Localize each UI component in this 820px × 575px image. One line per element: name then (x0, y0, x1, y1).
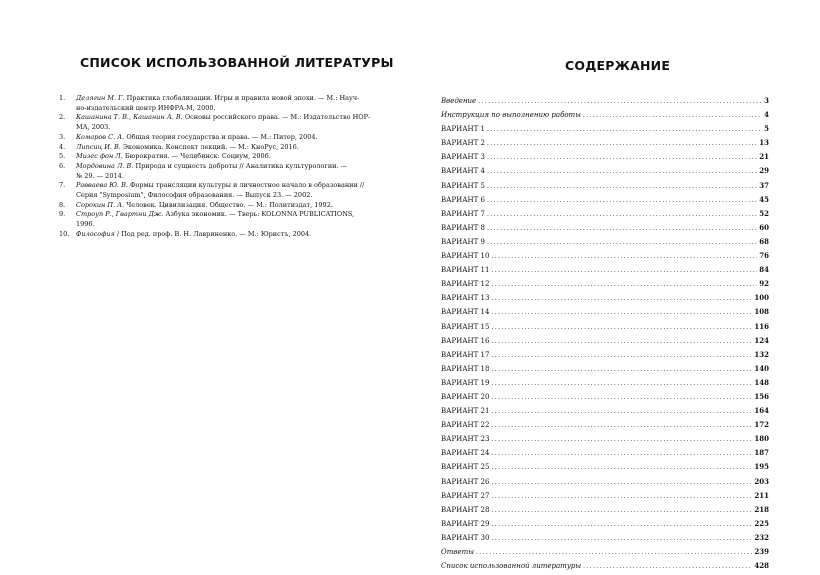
toc-entry-label: ВАРИАНТ 16 (441, 336, 490, 345)
reference-text: / Под ред. проф. В. Н. Лавриненко. — М.: Юристъ, 2004. (116, 229, 312, 238)
toc-leader-dots (491, 479, 752, 486)
toc-entry[interactable] (441, 138, 769, 152)
toc-leader-dots (491, 281, 757, 288)
reference-author: Липсиц И. В. (76, 142, 121, 151)
toc-entry-page: 4 (764, 110, 769, 120)
toc-entry-page: 148 (754, 377, 769, 387)
toc-entry-label: ВАРИАНТ 7 (441, 209, 486, 218)
toc-entry[interactable] (441, 477, 769, 491)
toc-entry-label: Ответы (441, 548, 474, 556)
toc-entry[interactable] (441, 209, 769, 223)
toc-entry-page: 172 (754, 420, 769, 430)
reference-item (59, 161, 393, 181)
toc-entry-label: ВАРИАНТ 13 (441, 294, 490, 303)
toc-entry-page: 225 (754, 518, 769, 528)
toc-entry-page: 156 (754, 391, 769, 401)
toc-leader-dots (491, 408, 752, 415)
reference-number: 10. (59, 229, 70, 238)
toc-entry-label: ВАРИАНТ 11 (441, 266, 490, 275)
toc-entry-label: ВАРИАНТ 10 (441, 252, 490, 261)
toc-entry-page: 108 (754, 307, 769, 317)
toc-leader-dots (491, 324, 752, 331)
reference-item (59, 210, 393, 229)
toc-entry-label: ВАРИАНТ 28 (441, 505, 490, 514)
reference-author: Делягин М. Г. (76, 94, 125, 102)
left-page (0, 0, 410, 553)
toc-entry-page: 5 (764, 124, 769, 134)
toc-entry-page: 132 (754, 349, 769, 359)
toc-leader-dots (491, 309, 752, 316)
toc-leader-dots (487, 225, 757, 232)
reference-number: 4. (59, 142, 66, 151)
toc-leader-dots (491, 521, 752, 528)
toc-entry-page: 164 (754, 406, 769, 416)
toc-entry-page: 21 (759, 152, 769, 162)
toc-entry[interactable] (441, 293, 769, 307)
toc-entry-label: ВАРИАНТ 5 (441, 181, 486, 190)
toc-leader-dots (487, 183, 757, 190)
toc-entry[interactable] (441, 378, 769, 392)
toc-entry-page: 37 (759, 180, 769, 190)
toc-leader-dots (491, 338, 752, 345)
toc-entry[interactable] (441, 350, 769, 364)
toc-entry[interactable] (441, 96, 769, 110)
toc-entry-label: ВАРИАНТ 8 (441, 223, 486, 232)
toc-entry-label: ВАРИАНТ 12 (441, 280, 490, 289)
toc-leader-dots (583, 563, 752, 570)
right-page (410, 0, 820, 571)
reference-item (59, 142, 393, 153)
toc-entry[interactable] (441, 519, 769, 533)
reference-text: Бюрократия. — Челябинск: Социум, 2006. (124, 152, 271, 161)
toc-entry[interactable] (441, 434, 769, 448)
reference-author: Сорокин П. А. (76, 200, 125, 209)
toc-leader-dots (487, 239, 757, 246)
toc-entry-page: 428 (754, 561, 769, 571)
toc-entry-page: 100 (754, 293, 769, 303)
reference-item (59, 94, 393, 113)
reference-number: 3. (59, 132, 66, 141)
toc-leader-dots (491, 493, 752, 500)
toc-entry-label: ВАРИАНТ 22 (441, 421, 490, 430)
toc-entry-label: ВАРИАНТ 18 (441, 364, 490, 373)
reference-text: но-издательский центр ИНФРА-М, 2000. (76, 103, 216, 112)
toc-leader-dots (491, 436, 752, 443)
toc-entry[interactable] (441, 364, 769, 378)
toc-leader-dots (487, 140, 757, 147)
toc-entry-label: ВАРИАНТ 23 (441, 435, 490, 444)
contents-title: СОДЕРЖАНИЕ (565, 58, 671, 73)
toc-entry-page: 239 (754, 547, 769, 556)
toc-leader-dots (491, 535, 752, 542)
toc-entry-label: ВАРИАНТ 30 (441, 533, 490, 542)
toc-entry[interactable] (441, 166, 769, 180)
toc-leader-dots (491, 366, 752, 373)
reference-author: Комаров С. А. (76, 132, 125, 141)
toc-entry[interactable] (441, 336, 769, 350)
toc-entry-label: Введение (441, 97, 477, 105)
reference-number: 1. (59, 94, 66, 102)
toc-leader-dots (487, 168, 757, 175)
toc-entry-label: ВАРИАНТ 1 (441, 125, 486, 134)
toc-entry-label: ВАРИАНТ 4 (441, 167, 486, 176)
toc-entry-label: ВАРИАНТ 24 (441, 449, 490, 458)
toc-entry-page: 92 (759, 279, 769, 289)
toc-entry-page: 13 (759, 138, 769, 148)
reference-number: 7. (59, 181, 66, 190)
toc-leader-dots (583, 112, 762, 119)
toc-entry-page: 60 (759, 222, 769, 232)
bibliography-title: СПИСОК ИСПОЛЬЗОВАННОЙ ЛИТЕРАТУРЫ (80, 55, 394, 70)
toc-entry-page: 68 (759, 236, 769, 246)
reference-text: Серия "Symposium", Философия образования. — Выпуск 23. — 2002. (76, 191, 313, 200)
toc-entry[interactable] (441, 251, 769, 265)
toc-entry-label: ВАРИАНТ 20 (441, 392, 490, 401)
toc-entry[interactable] (441, 237, 769, 251)
toc-entry[interactable] (441, 307, 769, 321)
toc-entry[interactable] (441, 322, 769, 336)
toc-leader-dots (491, 450, 752, 457)
reference-number: 9. (59, 210, 66, 219)
reference-item (59, 229, 393, 240)
toc-entry-page: 187 (754, 448, 769, 458)
toc-entry-page: 29 (759, 166, 769, 176)
reference-author: Мизес фон Л. (76, 152, 123, 161)
reference-list (59, 94, 393, 240)
toc-entry-page: 76 (759, 251, 769, 261)
toc-entry[interactable] (441, 124, 769, 138)
reference-text: Азбука экономик. — Тверь: KOLONNA PUBLICATIONS, (165, 210, 355, 219)
reference-author: Равваева Ю. В. (76, 181, 128, 190)
reference-text: Формы трансляции культуры и личностное начало в образовании // (130, 181, 365, 190)
reference-item (59, 181, 393, 200)
reference-text: Общая теория государства и права. — М.: Питер, 2004. (126, 132, 318, 141)
toc-entry[interactable] (441, 533, 769, 547)
toc-entry[interactable] (441, 462, 769, 476)
reference-author: Философия (76, 229, 115, 238)
toc-entry-label: ВАРИАНТ 29 (441, 519, 490, 528)
toc-leader-dots (491, 464, 752, 471)
reference-item (59, 200, 393, 211)
toc-entry-page: 203 (754, 476, 769, 486)
reference-number: 5. (59, 152, 66, 161)
reference-author: Мордовина Л. В. (76, 161, 134, 170)
reference-text: Практика глобализации. Игры и правила новой эпохи. — М.: Науч- (126, 94, 360, 102)
toc-entry[interactable] (441, 561, 769, 575)
toc-entry-label: ВАРИАНТ 14 (441, 308, 490, 317)
reference-text: Основы российского права. — М.: Издательство НОР- (184, 113, 371, 122)
reference-number: 6. (59, 161, 66, 170)
reference-number: 2. (59, 113, 66, 122)
toc-leader-dots (491, 352, 752, 359)
toc-entry[interactable] (441, 448, 769, 462)
toc-leader-dots (491, 507, 752, 514)
toc-entry-label: ВАРИАНТ 19 (441, 378, 490, 387)
toc-entry-label: ВАРИАНТ 2 (441, 139, 486, 148)
toc-leader-dots (491, 267, 757, 274)
toc-leader-dots (487, 197, 757, 204)
toc-entry-page: 124 (754, 335, 769, 345)
reference-text: Человек. Цивилизация. Общество. — М.: Политиздат, 1992. (126, 200, 333, 209)
toc-entry-label: ВАРИАНТ 9 (441, 237, 486, 246)
toc-entry-page: 211 (754, 490, 769, 500)
toc-entry-label: ВАРИАНТ 15 (441, 322, 490, 331)
toc-entry-page: 140 (754, 363, 769, 373)
toc-leader-dots (491, 295, 752, 302)
toc-entry-page: 218 (754, 504, 769, 514)
toc-entry-page: 180 (754, 434, 769, 444)
toc-entry[interactable] (441, 265, 769, 279)
toc-entry-label: ВАРИАНТ 6 (441, 195, 486, 204)
reference-item (59, 152, 393, 162)
toc-entry[interactable] (441, 195, 769, 209)
reference-text: Экономика. Конспект лекций. — М.: КноРус, 2016. (122, 142, 299, 151)
toc-leader-dots (491, 394, 752, 401)
toc-leader-dots (491, 253, 757, 260)
toc-entry[interactable] (441, 491, 769, 505)
toc-entry[interactable] (441, 279, 769, 293)
toc-entry-page: 45 (759, 194, 769, 204)
reference-text: МА, 2003. (76, 123, 111, 132)
toc-leader-dots (487, 211, 757, 218)
toc-entry[interactable] (441, 181, 769, 195)
toc-entry-label: ВАРИАНТ 3 (441, 153, 486, 162)
toc-entry[interactable] (441, 505, 769, 519)
toc-leader-dots (491, 422, 752, 429)
toc-entry-page: 116 (754, 321, 769, 331)
toc-entry-label: ВАРИАНТ 27 (441, 491, 490, 500)
toc-leader-dots (487, 126, 762, 133)
toc-entry[interactable] (441, 223, 769, 237)
table-of-contents (441, 96, 769, 575)
reference-text: Природа и сущность доброты // Аналитика культурологии. — (135, 161, 348, 170)
toc-entry-page: 52 (759, 208, 769, 218)
toc-leader-dots (487, 154, 757, 161)
toc-entry-label: ВАРИАНТ 21 (441, 407, 490, 416)
toc-entry[interactable] (441, 152, 769, 166)
toc-entry[interactable] (441, 420, 769, 434)
toc-entry-label: Список использованной литературы (441, 562, 582, 571)
reference-author: Строуп Р., Гвартни Дж. (76, 210, 164, 219)
toc-entry[interactable] (441, 392, 769, 406)
toc-entry[interactable] (441, 547, 769, 561)
toc-entry-page: 84 (759, 265, 769, 275)
toc-entry[interactable] (441, 110, 769, 124)
reference-number: 8. (59, 200, 66, 209)
toc-entry[interactable] (441, 406, 769, 420)
reference-item (59, 132, 393, 143)
toc-entry-page: 232 (754, 532, 769, 542)
reference-author: Кашанина Т. В., Кашанин А. В. (76, 113, 183, 122)
toc-leader-dots (478, 98, 762, 105)
toc-entry-label: Инструкция по выполнению работы (441, 111, 581, 120)
toc-entry-page: 3 (764, 96, 769, 105)
toc-entry-label: ВАРИАНТ 25 (441, 463, 490, 472)
toc-entry-label: ВАРИАНТ 17 (441, 350, 490, 359)
toc-entry-label: ВАРИАНТ 26 (441, 477, 490, 486)
toc-entry-page: 195 (754, 462, 769, 472)
reference-item (59, 113, 393, 132)
toc-leader-dots (491, 380, 752, 387)
reference-text: 1996. (76, 220, 95, 229)
reference-text: № 29. — 2014. (76, 171, 124, 180)
